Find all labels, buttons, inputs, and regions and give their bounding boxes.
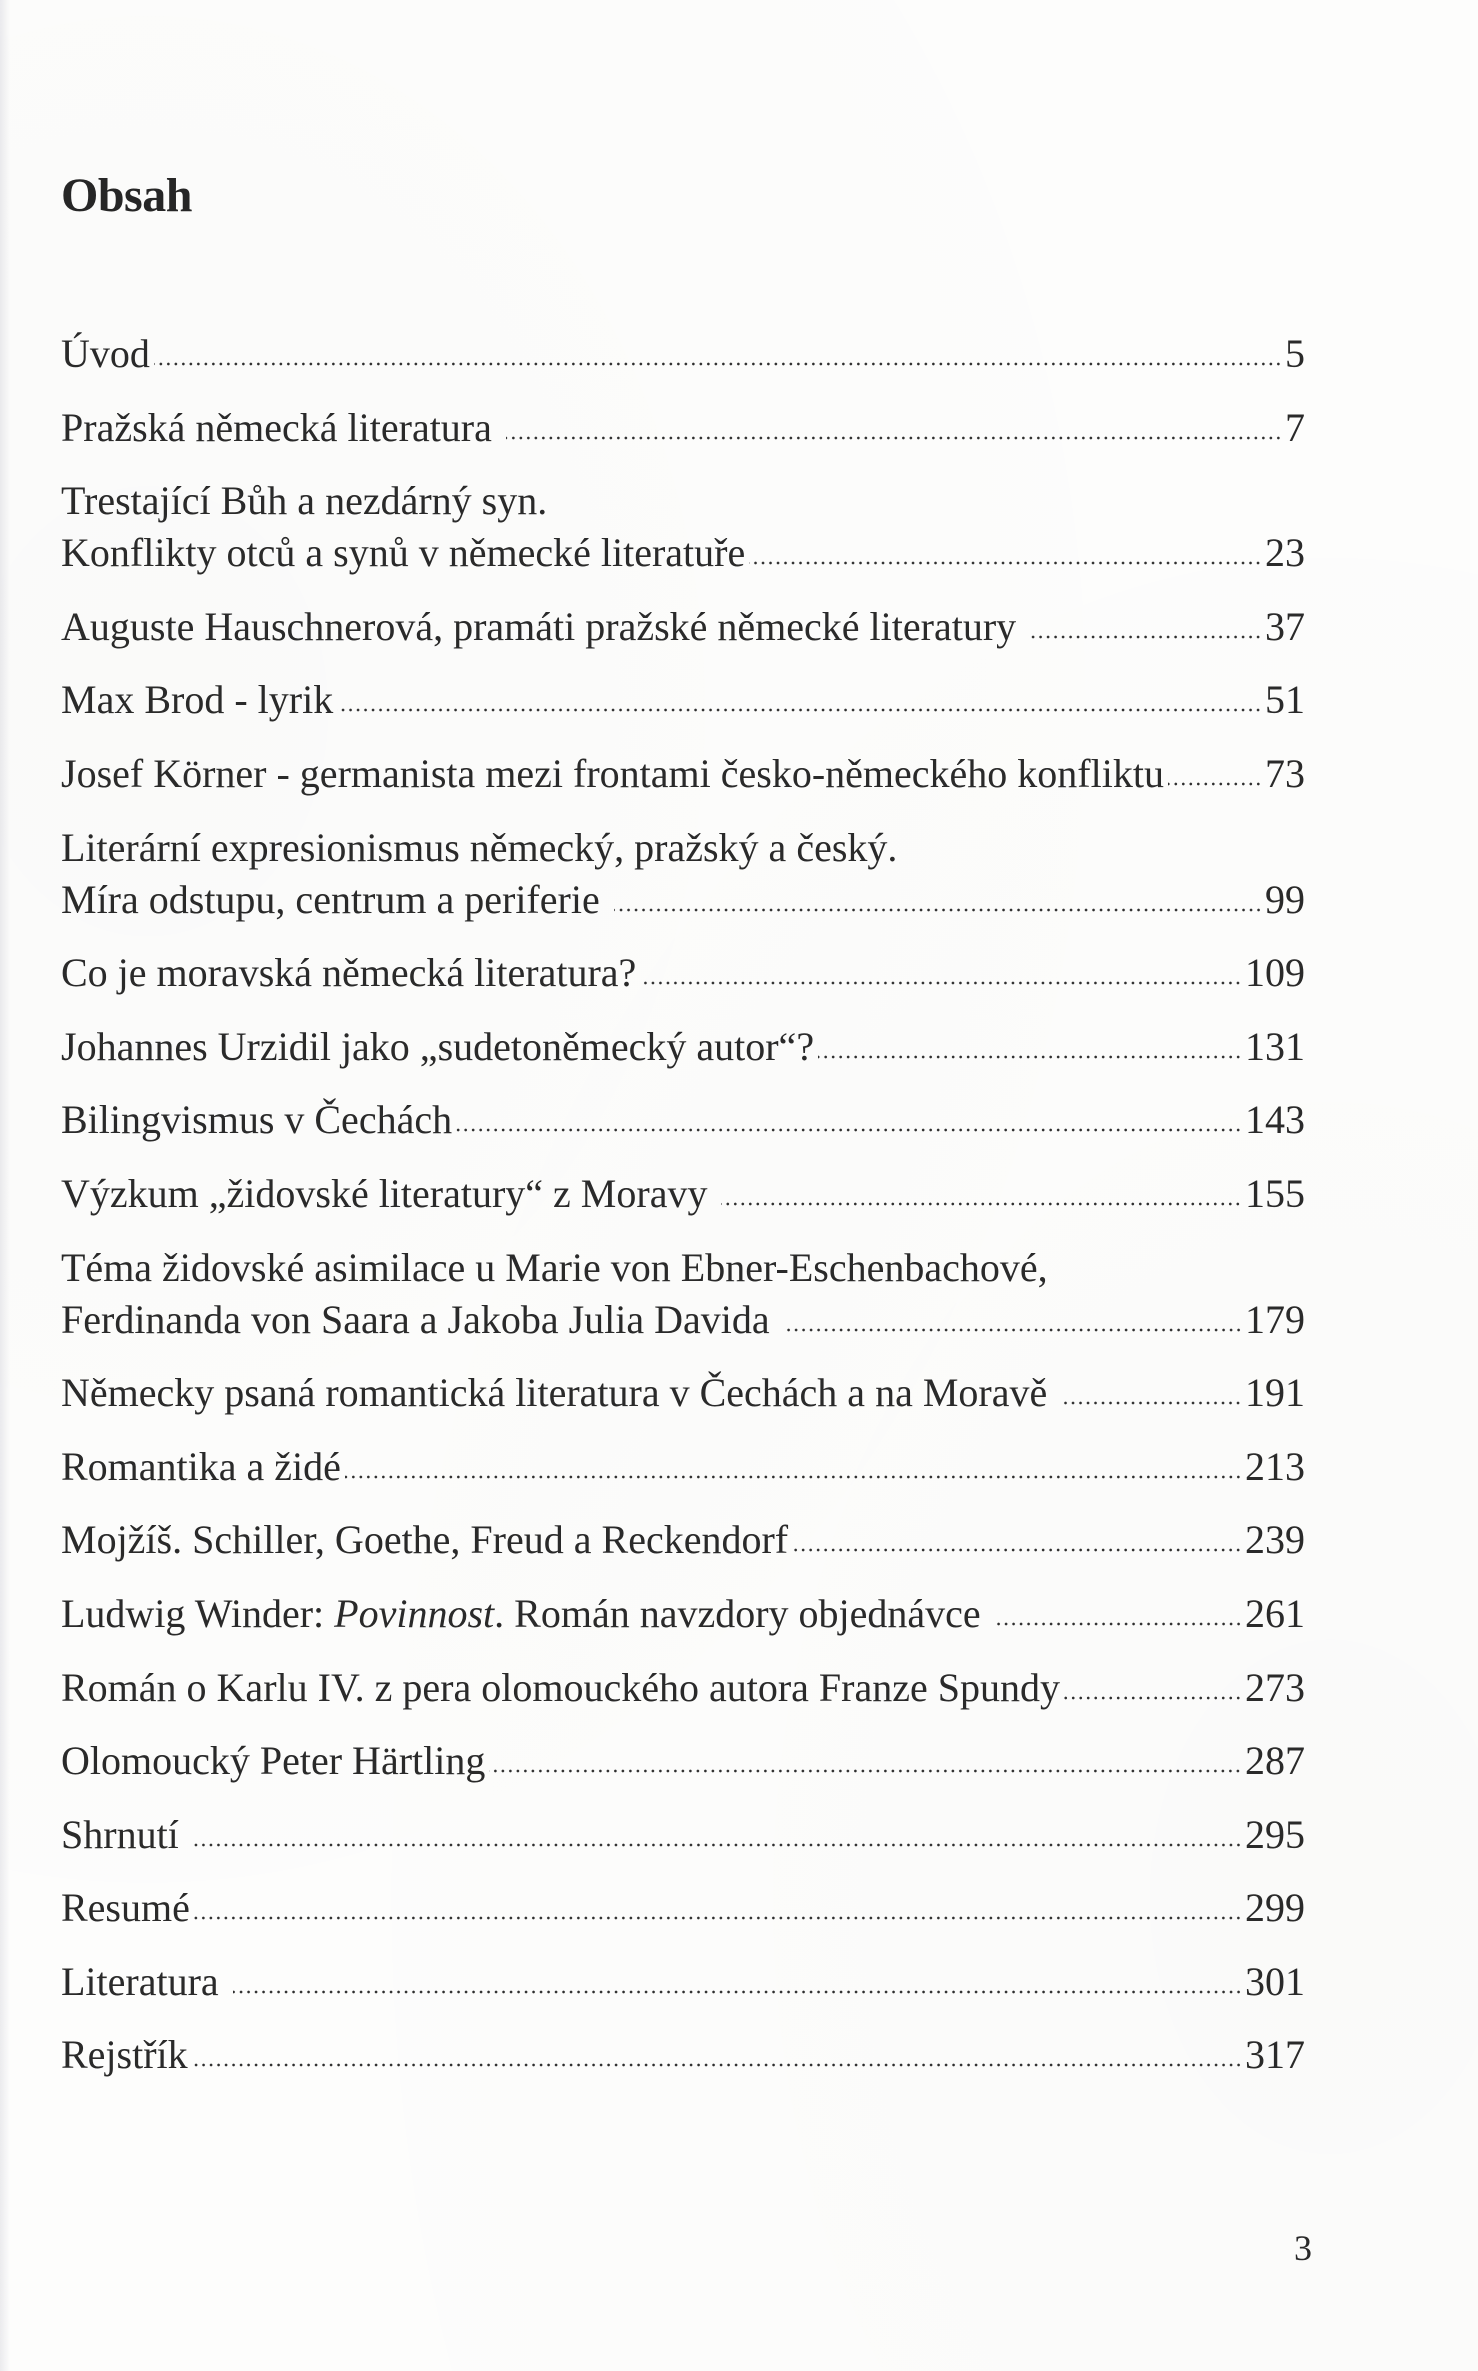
toc-entry-title: Úvod	[61, 331, 150, 376]
toc-entry	[61, 402, 1305, 454]
dot-leader	[792, 1547, 1242, 1553]
dot-leader	[194, 1915, 1242, 1921]
toc-entry-page-number: 37	[1265, 603, 1305, 649]
dot-leader	[818, 1054, 1242, 1060]
table-of-contents	[61, 328, 1305, 2103]
toc-entry	[61, 1094, 1305, 1146]
toc-entry	[61, 748, 1305, 800]
toc-entry-page-number: 301	[1245, 1958, 1305, 2004]
dot-leader	[614, 907, 1262, 913]
toc-entry-line	[61, 1168, 1305, 1220]
toc-entry-title-part: Ludwig Winder:	[61, 1590, 335, 1636]
toc-entry-title-italic: Povinnost	[334, 1590, 495, 1636]
toc-entry-line	[61, 527, 1305, 579]
toc-entry-page-number: 131	[1245, 1023, 1305, 1069]
toc-entry-line	[61, 1588, 1305, 1640]
toc-entry-line	[61, 1662, 1305, 1714]
toc-entry-title: Shrnutí	[61, 1811, 179, 1857]
toc-entry-page-number: 23	[1265, 530, 1305, 576]
toc-entry	[61, 1735, 1305, 1787]
toc-entry-page-number: 299	[1245, 1885, 1305, 1931]
toc-entry-title-line: Téma židovské asimilace u Marie von Ebner-Eschenbachové,	[61, 1244, 1048, 1290]
dot-leader	[784, 1327, 1242, 1333]
toc-entry	[61, 1588, 1305, 1640]
toc-entry-title: Max Brod - lyrik	[61, 677, 334, 723]
toc-entry-title-part: . Román navzdory objednávce	[494, 1590, 981, 1636]
toc-entry-page-number: 73	[1265, 750, 1305, 796]
dot-leader	[721, 1201, 1242, 1207]
dot-leader	[1168, 781, 1262, 787]
toc-entry-page-number: 261	[1245, 1590, 1305, 1636]
toc-entry	[61, 1441, 1305, 1493]
toc-entry-title: Olomoucký Peter Härtling	[61, 1738, 486, 1784]
toc-entry	[61, 1367, 1305, 1419]
toc-entry-title-line: Literární expresionismus německý, pražský a český.	[61, 824, 898, 870]
toc-entry	[61, 1662, 1305, 1714]
toc-entry	[61, 1809, 1305, 1861]
toc-entry	[61, 822, 1305, 926]
toc-entry	[61, 1168, 1305, 1220]
toc-entry-line	[61, 874, 1305, 926]
toc-entry-page-number: 155	[1245, 1170, 1305, 1216]
toc-entry	[61, 2029, 1305, 2081]
toc-entry-line	[61, 674, 1305, 726]
toc-entry	[61, 328, 1305, 380]
dot-leader	[506, 435, 1282, 441]
toc-entry-title: Literatura	[61, 1958, 219, 2004]
toc-entry-title: Konflikty otců a synů v německé literatuře	[61, 530, 746, 576]
toc-entry-title-line: Trestající Bůh a nezdárný syn.	[61, 478, 548, 524]
toc-entry-page-number: 317	[1245, 2032, 1305, 2078]
toc-entry-page-number: 109	[1245, 950, 1305, 996]
toc-entry-title: Německy psaná romantická literatura v Čechách a na Moravě	[61, 1370, 1048, 1416]
toc-entry-title: Rejstřík	[61, 2032, 188, 2078]
toc-entry-title: Výzkum „židovské literatury“ z Moravy	[61, 1170, 708, 1216]
page-title: Obsah	[61, 169, 192, 222]
toc-entry-title	[61, 1588, 981, 1640]
toc-entry-title: Pražská německá literatura	[61, 404, 492, 450]
toc-entry	[61, 1514, 1305, 1566]
toc-entry-page-number: 273	[1245, 1664, 1305, 1710]
dot-leader	[1030, 634, 1262, 640]
toc-entry-line	[61, 1514, 1305, 1566]
toc-entry-page-number: 143	[1245, 1097, 1305, 1143]
toc-entry	[61, 674, 1305, 726]
toc-entry	[61, 1956, 1305, 2008]
toc-entry-page-number: 51	[1265, 677, 1305, 723]
dot-leader	[1061, 1400, 1242, 1406]
toc-entry-title: Johannes Urzidil jako „sudetoněmecký autor“?	[61, 1023, 815, 1069]
toc-entry-line	[61, 1094, 1305, 1146]
toc-entry-title: Román o Karlu IV. z pera olomouckého autora Franze Spundy	[61, 1664, 1061, 1710]
toc-entry-page-number: 213	[1245, 1443, 1305, 1489]
dot-leader	[1064, 1695, 1242, 1701]
toc-entry-line	[61, 1294, 1305, 1346]
dot-leader	[749, 560, 1262, 566]
toc-entry-title: Josef Körner - germanista mezi frontami česko-německého konfliktu	[61, 750, 1164, 796]
dot-leader	[489, 1768, 1242, 1774]
dot-leader	[995, 1621, 1242, 1627]
page-number: 3	[1294, 2228, 1312, 2268]
toc-entry-page-number: 5	[1285, 331, 1305, 376]
dot-leader	[154, 361, 1282, 367]
toc-entry-title: Resumé	[61, 1885, 190, 1931]
toc-entry-line	[61, 328, 1305, 380]
dot-leader	[233, 1989, 1242, 1995]
toc-entry	[61, 1242, 1305, 1346]
dot-leader	[345, 1474, 1242, 1480]
toc-entry-title: Mojžíš. Schiller, Goethe, Freud a Reckendorf	[61, 1517, 789, 1563]
toc-entry-title: Co je moravská německá literatura?	[61, 950, 637, 996]
toc-entry	[61, 947, 1305, 999]
toc-entry-page-number: 295	[1245, 1811, 1305, 1857]
dot-leader	[640, 980, 1242, 986]
toc-entry-line	[61, 2029, 1305, 2081]
toc-entry-page-number: 7	[1285, 404, 1305, 450]
toc-entry-title: Romantika a židé	[61, 1443, 341, 1489]
toc-entry-line	[61, 1956, 1305, 2008]
toc-entry-page-number: 191	[1245, 1370, 1305, 1416]
toc-entry-line	[61, 1735, 1305, 1787]
toc-entry-line	[61, 1809, 1305, 1861]
toc-entry-page-number: 99	[1265, 876, 1305, 922]
toc-entry-title: Ferdinanda von Saara a Jakoba Julia Davida	[61, 1296, 770, 1342]
toc-entry-line	[61, 402, 1305, 454]
toc-entry-line	[61, 1021, 1305, 1073]
toc-entry-title: Auguste Hauschnerová, pramáti pražské německé literatury	[61, 603, 1017, 649]
toc-entry-line	[61, 601, 1305, 653]
toc-entry-line	[61, 947, 1305, 999]
toc-entry-line	[61, 1882, 1305, 1934]
toc-entry	[61, 1021, 1305, 1073]
toc-entry-line	[61, 748, 1305, 800]
toc-entry-title: Míra odstupu, centrum a periferie	[61, 876, 600, 922]
toc-entry-line	[61, 1367, 1305, 1419]
toc-entry-page-number: 287	[1245, 1738, 1305, 1784]
toc-entry	[61, 1882, 1305, 1934]
toc-entry-page-number: 239	[1245, 1517, 1305, 1563]
toc-entry-line	[61, 1441, 1305, 1493]
toc-entry	[61, 601, 1305, 653]
dot-leader	[192, 2062, 1242, 2068]
toc-entry	[61, 475, 1305, 579]
toc-entry-title: Bilingvismus v Čechách	[61, 1097, 453, 1143]
dot-leader	[193, 1842, 1242, 1848]
dot-leader	[337, 707, 1262, 713]
toc-entry-page-number: 179	[1245, 1296, 1305, 1342]
dot-leader	[456, 1127, 1242, 1133]
page-edge-shadow	[0, 0, 10, 2371]
